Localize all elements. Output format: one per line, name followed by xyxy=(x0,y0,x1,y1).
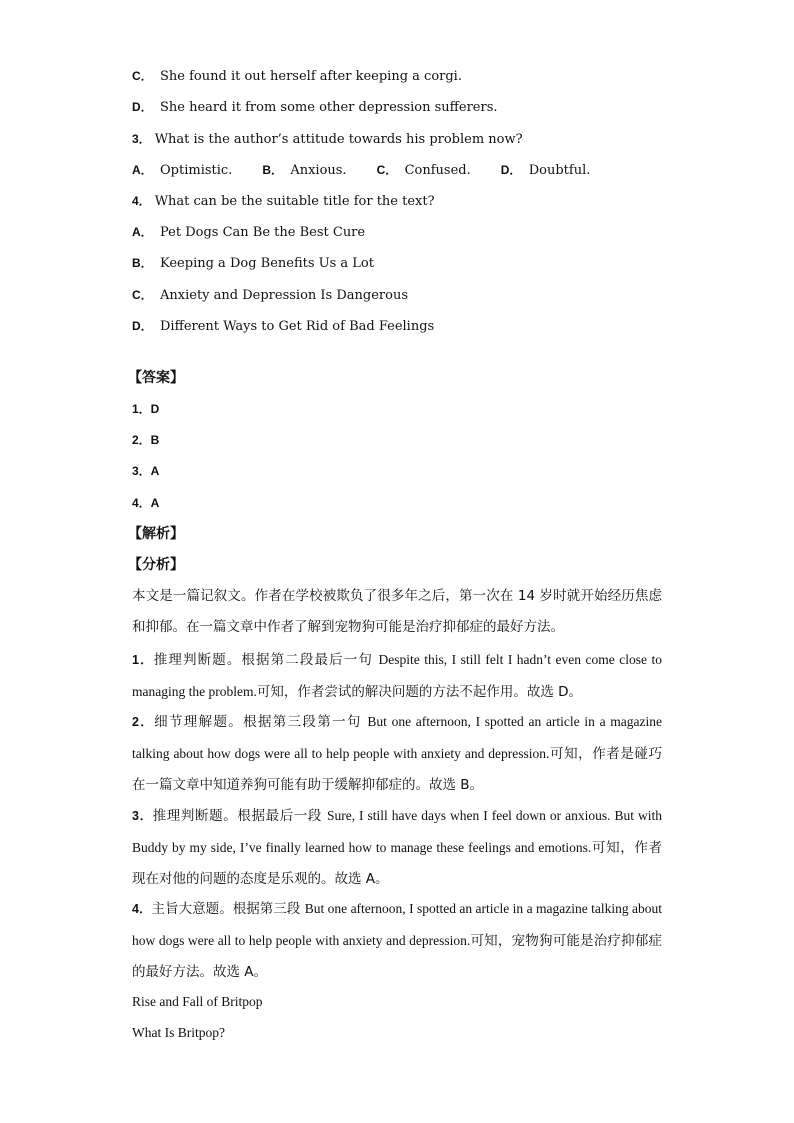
explanation-quote: But one afternoon, I spotted an article in a magazine talking about how dogs were all to help people with anxiety and depression. xyxy=(132,901,663,948)
explanation-lead: 推理判断题。根据第二段最后一句 xyxy=(153,652,379,668)
option-letter: D． xyxy=(132,319,153,333)
option-letter: D． xyxy=(500,163,522,177)
option-letter: D． xyxy=(132,100,153,114)
option-text: Confused. xyxy=(404,163,471,178)
question-number: 3． xyxy=(132,132,151,146)
option-text: She heard it from some other depression sufferers. xyxy=(160,100,498,115)
option-text: She found it out herself after keeping a corgi. xyxy=(160,69,462,84)
explanation-3 xyxy=(132,800,662,895)
q3-options xyxy=(132,160,662,181)
explanation-number: 3． xyxy=(132,809,153,823)
option-text: Pet Dogs Can Be the Best Cure xyxy=(160,225,366,240)
explanation-conclusion: 可知，作者现在对他的问题的态度是乐观的。故选 A。 xyxy=(132,840,663,887)
answer-heading: 【答案】 xyxy=(128,370,184,386)
option-letter: C． xyxy=(132,288,153,302)
explanation-quote: Despite this, I still felt I hadn’t even come close to managing the problem. xyxy=(132,652,663,699)
q3-option-d xyxy=(501,160,615,181)
question-text: What is the author’s attitude towards his problem now? xyxy=(154,132,523,147)
answer-text: 2．B xyxy=(132,433,160,447)
q3-option-a xyxy=(132,160,262,181)
explanation-quote: But one afternoon, I spotted an article in a magazine talking about how dogs were all to help people with anxiety and depression. xyxy=(132,714,662,761)
q2-option-d xyxy=(132,97,662,118)
option-text: Keeping a Dog Benefits Us a Lot xyxy=(160,256,374,271)
answer-2 xyxy=(132,430,662,451)
explanation-conclusion: 可知，宠物狗可能是治疗抑郁症的最好方法。故选 A。 xyxy=(132,933,663,980)
option-text: Anxious. xyxy=(290,163,347,178)
option-letter: B． xyxy=(262,163,283,177)
answer-text: 1．D xyxy=(132,402,160,416)
q4-option-a xyxy=(132,222,662,243)
answer-text: 3．A xyxy=(132,464,160,478)
option-letter: B． xyxy=(132,256,153,270)
option-text: Optimistic. xyxy=(160,163,233,178)
option-letter: A． xyxy=(132,225,153,239)
q3-option-c xyxy=(377,160,501,181)
fenxi-heading: 【分析】 xyxy=(128,557,184,573)
analysis-heading: 【解析】 xyxy=(128,526,184,542)
answer-1 xyxy=(132,399,662,420)
answer-3 xyxy=(132,461,662,482)
explanation-lead: 细节理解题。根据第三段第一句 xyxy=(154,714,368,730)
next-passage-subtitle: What Is Britpop? xyxy=(132,1025,225,1040)
q4-option-b xyxy=(132,253,662,274)
next-passage-title: Rise and Fall of Britpop xyxy=(132,994,263,1009)
explanation-2 xyxy=(132,706,662,801)
explanation-quote: Sure, I still have days when I feel down or anxious. But with Buddy by my side, I’ve finally learned how to manage these feelings and emotions. xyxy=(132,808,662,855)
explanation-conclusion: 可知，作者是碰巧在一篇文章中知道养狗可能有助于缓解抑郁症的。故选 B。 xyxy=(132,746,663,793)
option-text: Different Ways to Get Rid of Bad Feelings xyxy=(160,319,435,334)
explanation-lead: 主旨大意题。根据第三段 xyxy=(151,901,305,917)
answer-4 xyxy=(132,493,662,514)
explanation-1 xyxy=(132,644,662,708)
question-number: 4． xyxy=(132,194,151,208)
q3-stem xyxy=(132,129,662,150)
option-text: Doubtful. xyxy=(528,163,591,178)
explanation-number: 1． xyxy=(132,653,154,667)
question-text: What can be the suitable title for the text? xyxy=(154,194,435,209)
option-letter: C． xyxy=(132,69,153,83)
explanation-number: 2． xyxy=(132,715,155,729)
option-letter: A． xyxy=(132,163,153,177)
answer-text: 4．A xyxy=(132,496,160,510)
summary-paragraph: 本文是一篇记叙文。作者在学校被欺负了很多年之后，第一次在 14 岁时就开始经历焦虑和抑郁。在一篇文章中作者了解到宠物狗可能是治疗抑郁症的最好方法。 xyxy=(132,588,662,635)
explanation-4 xyxy=(132,893,662,988)
q2-option-c xyxy=(132,66,662,87)
explanation-lead: 推理判断题。根据最后一段 xyxy=(152,808,327,824)
option-letter: C． xyxy=(376,163,398,177)
explanation-conclusion: 可知，作者尝试的解决问题的方法不起作用。故选 D。 xyxy=(256,684,583,700)
q4-stem xyxy=(132,191,662,212)
q4-option-d xyxy=(132,316,662,337)
option-text: Anxiety and Depression Is Dangerous xyxy=(160,288,408,303)
explanation-number: 4． xyxy=(132,902,152,916)
q3-option-b xyxy=(262,160,376,181)
q4-option-c xyxy=(132,285,662,306)
